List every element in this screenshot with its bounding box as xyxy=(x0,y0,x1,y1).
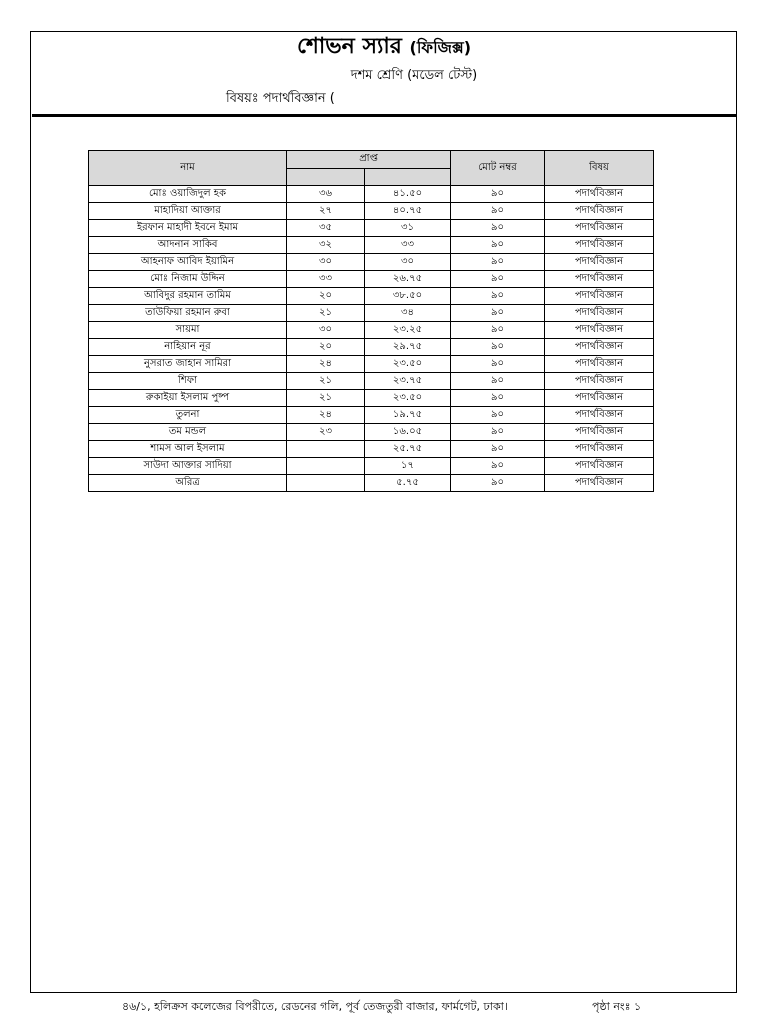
title-main: শোভন স্যার xyxy=(296,34,402,59)
cell-name: আহনাফ আবিদ ইয়ামিন xyxy=(89,254,287,271)
cell-subject: পদার্থবিজ্ঞান xyxy=(545,271,654,288)
cell-obtained-a: ৩০ xyxy=(287,322,365,339)
cell-obtained-b: ৩৩ xyxy=(365,237,451,254)
cell-obtained-a: ৩৩ xyxy=(287,271,365,288)
cell-total: ৯০ xyxy=(451,424,545,441)
footer-address: ৪৬/১, হলিক্রস কলেজের বিপরীতে, রেডনের গলি, পূর্ব তেজতুরী বাজার, ফার্মগেট, ঢাকা। xyxy=(122,1000,508,1013)
cell-total: ৯০ xyxy=(451,356,545,373)
cell-obtained-b: ২৩.৫০ xyxy=(365,356,451,373)
cell-obtained-b: ২৯.৭৫ xyxy=(365,339,451,356)
cell-obtained-b: ৪০.৭৫ xyxy=(365,203,451,220)
cell-subject: পদার্থবিজ্ঞান xyxy=(545,407,654,424)
header-subject: বিষয় xyxy=(545,151,654,186)
cell-obtained-a: ২৪ xyxy=(287,356,365,373)
cell-name: শিফা xyxy=(89,373,287,390)
cell-obtained-b: ১৭ xyxy=(365,458,451,475)
cell-obtained-b: ২৬.৭৫ xyxy=(365,271,451,288)
table-row xyxy=(89,407,654,424)
cell-obtained-a xyxy=(287,458,365,475)
table-row xyxy=(89,288,654,305)
header-obtained: প্রাপ্ত xyxy=(287,151,451,169)
table-row xyxy=(89,356,654,373)
cell-subject: পদার্থবিজ্ঞান xyxy=(545,305,654,322)
cell-subject: পদার্থবিজ্ঞান xyxy=(545,220,654,237)
cell-name: ইরফান মাহাদী ইবনে ইমাম xyxy=(89,220,287,237)
class-line: দশম শ্রেণি (মডেল টেস্ট) xyxy=(350,68,478,83)
cell-subject: পদার্থবিজ্ঞান xyxy=(545,441,654,458)
cell-name: তুলনা xyxy=(89,407,287,424)
table-row xyxy=(89,339,654,356)
cell-total: ৯০ xyxy=(451,475,545,492)
table-row xyxy=(89,237,654,254)
table-row xyxy=(89,186,654,203)
title-subject: (ফিজিক্স) xyxy=(409,38,472,57)
cell-subject: পদার্থবিজ্ঞান xyxy=(545,322,654,339)
cell-name: নাহিয়ান নূর xyxy=(89,339,287,356)
table-row xyxy=(89,271,654,288)
cell-obtained-a: ৩০ xyxy=(287,254,365,271)
cell-subject: পদার্থবিজ্ঞান xyxy=(545,186,654,203)
cell-total: ৯০ xyxy=(451,254,545,271)
cell-obtained-b: ৪১.৫০ xyxy=(365,186,451,203)
cell-total: ৯০ xyxy=(451,458,545,475)
cell-obtained-a: ৩২ xyxy=(287,237,365,254)
cell-name: মোঃ নিজাম উদ্দিন xyxy=(89,271,287,288)
cell-obtained-a: ২৩ xyxy=(287,424,365,441)
cell-obtained-a: ২১ xyxy=(287,373,365,390)
cell-obtained-b: ৫.৭৫ xyxy=(365,475,451,492)
cell-subject: পদার্থবিজ্ঞান xyxy=(545,339,654,356)
subject-line: বিষয়ঃ পদার্থবিজ্ঞান ( xyxy=(226,91,335,106)
cell-subject: পদার্থবিজ্ঞান xyxy=(545,288,654,305)
table-row xyxy=(89,373,654,390)
cell-obtained-a: ৩৬ xyxy=(287,186,365,203)
page-number: পৃষ্ঠা নংঃ ১ xyxy=(592,1000,642,1013)
header-name: নাম xyxy=(89,151,287,186)
cell-obtained-b: ২৩.২৫ xyxy=(365,322,451,339)
cell-total: ৯০ xyxy=(451,441,545,458)
cell-obtained-b: ২৩.৭৫ xyxy=(365,373,451,390)
cell-total: ৯০ xyxy=(451,339,545,356)
cell-obtained-b: ১৬.০৫ xyxy=(365,424,451,441)
cell-obtained-b: ৩০ xyxy=(365,254,451,271)
cell-name: তাউফিয়া রহমান রুবা xyxy=(89,305,287,322)
cell-total: ৯০ xyxy=(451,407,545,424)
cell-obtained-a xyxy=(287,441,365,458)
header-obtained-b xyxy=(365,169,451,186)
cell-name: অরিত্র xyxy=(89,475,287,492)
cell-subject: পদার্থবিজ্ঞান xyxy=(545,373,654,390)
table-row xyxy=(89,424,654,441)
cell-total: ৯০ xyxy=(451,288,545,305)
cell-total: ৯০ xyxy=(451,271,545,288)
cell-total: ৯০ xyxy=(451,203,545,220)
cell-subject: পদার্থবিজ্ঞান xyxy=(545,424,654,441)
cell-name: নুসরাত জাহান সামিরা xyxy=(89,356,287,373)
cell-total: ৯০ xyxy=(451,220,545,237)
results-table xyxy=(88,150,654,492)
cell-name: রুকাইয়া ইসলাম পুষ্প xyxy=(89,390,287,407)
table-row xyxy=(89,322,654,339)
header-obtained-a xyxy=(287,169,365,186)
cell-total: ৯০ xyxy=(451,390,545,407)
table-body xyxy=(89,186,654,492)
cell-obtained-b: ৩৪ xyxy=(365,305,451,322)
cell-name: সায়মা xyxy=(89,322,287,339)
cell-total: ৯০ xyxy=(451,322,545,339)
cell-obtained-b: ২৫.৭৫ xyxy=(365,441,451,458)
table-row xyxy=(89,305,654,322)
cell-obtained-a: ২০ xyxy=(287,339,365,356)
cell-total: ৯০ xyxy=(451,373,545,390)
table-row xyxy=(89,475,654,492)
cell-total: ৯০ xyxy=(451,237,545,254)
cell-subject: পদার্থবিজ্ঞান xyxy=(545,356,654,373)
cell-obtained-a: ২৪ xyxy=(287,407,365,424)
cell-obtained-b: ১৯.৭৫ xyxy=(365,407,451,424)
cell-total: ৯০ xyxy=(451,305,545,322)
table-row xyxy=(89,203,654,220)
page-title xyxy=(0,34,768,61)
header-rule xyxy=(32,114,737,117)
cell-name: মাহাদিয়া আক্তার xyxy=(89,203,287,220)
cell-name: শামস আল ইসলাম xyxy=(89,441,287,458)
cell-name: সাউদা আক্তার সাদিয়া xyxy=(89,458,287,475)
cell-obtained-a: ৩৫ xyxy=(287,220,365,237)
cell-obtained-a: ২৭ xyxy=(287,203,365,220)
cell-obtained-a: ২১ xyxy=(287,305,365,322)
table-row xyxy=(89,441,654,458)
cell-name: আদনান সাকিব xyxy=(89,237,287,254)
cell-subject: পদার্থবিজ্ঞান xyxy=(545,390,654,407)
cell-subject: পদার্থবিজ্ঞান xyxy=(545,254,654,271)
cell-name: মোঃ ওয়াজিদুল হক xyxy=(89,186,287,203)
cell-name: আবিদুর রহমান তামিম xyxy=(89,288,287,305)
cell-name: তম মন্ডল xyxy=(89,424,287,441)
cell-obtained-b: ৩৮.৫০ xyxy=(365,288,451,305)
cell-total: ৯০ xyxy=(451,186,545,203)
table-row xyxy=(89,458,654,475)
cell-obtained-a: ২০ xyxy=(287,288,365,305)
cell-subject: পদার্থবিজ্ঞান xyxy=(545,203,654,220)
cell-obtained-b: ২৩.৫০ xyxy=(365,390,451,407)
table-row xyxy=(89,254,654,271)
cell-obtained-a: ২১ xyxy=(287,390,365,407)
cell-obtained-b: ৩১ xyxy=(365,220,451,237)
header-total: মোট নম্বর xyxy=(451,151,545,186)
cell-obtained-a xyxy=(287,475,365,492)
cell-subject: পদার্থবিজ্ঞান xyxy=(545,475,654,492)
cell-subject: পদার্থবিজ্ঞান xyxy=(545,458,654,475)
table-row xyxy=(89,220,654,237)
cell-subject: পদার্থবিজ্ঞান xyxy=(545,237,654,254)
table-row xyxy=(89,390,654,407)
